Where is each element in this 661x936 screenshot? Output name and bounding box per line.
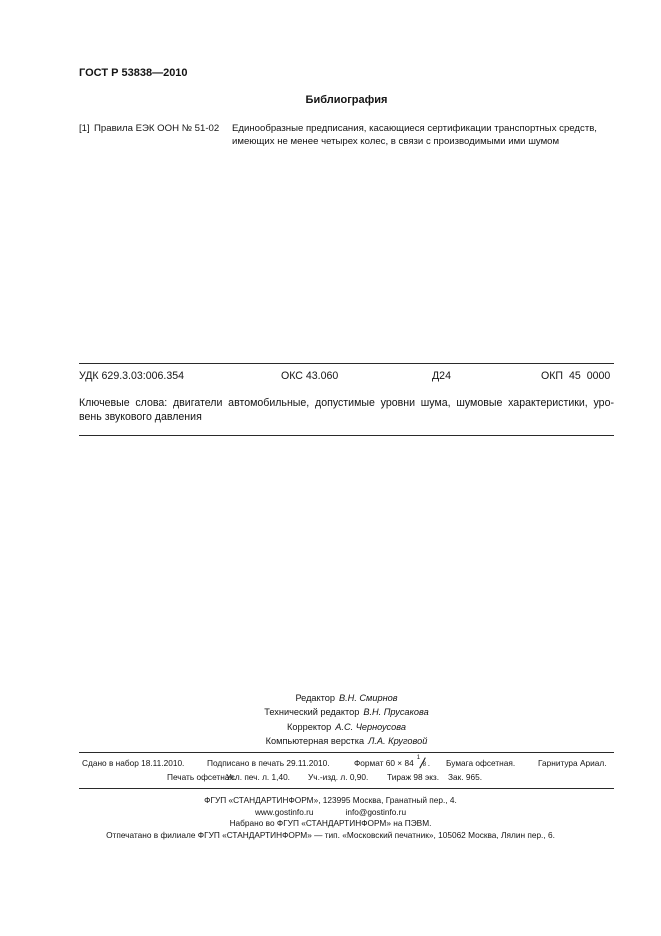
- editor-line: [79, 705, 614, 719]
- bibliography-entry-description-line: Единообразные предписания, касающиеся сертификации транспортных средств,: [232, 123, 597, 134]
- imprint-circulation: Тираж 98 экз.: [387, 772, 440, 782]
- publisher-typeset-note: Набрано во ФГУП «СТАНДАРТИНФОРМ» на ПЭВМ.: [229, 818, 432, 828]
- group-code: Д24: [432, 370, 451, 382]
- divider-publisher: [79, 788, 614, 789]
- publisher-website: www.gostinfo.ru: [254, 807, 314, 817]
- divider-keywords: [79, 435, 614, 436]
- bibliography-title: Библиография: [305, 94, 388, 106]
- editor-line: [79, 720, 614, 734]
- editor-role: Редактор: [295, 693, 335, 703]
- imprint-typeface: Гарнитура Ариал.: [538, 758, 607, 768]
- bibliography-entry-reference: Правила ЕЭК ООН № 51-02: [94, 123, 220, 134]
- publisher-contacts: [0, 807, 661, 817]
- imprint-paper: Бумага офсетная.: [446, 758, 516, 768]
- divider-top: [79, 363, 614, 364]
- imprint-format-text: Формат 60 × 84: [354, 758, 414, 768]
- editor-line: [79, 734, 614, 748]
- keywords-line: Ключевые слова: двигатели автомобильные, допустимые уровни шума, шумовые характеристики, уро-: [79, 397, 614, 409]
- bibliography-entry-description-line: имеющих не менее четырех колес, в связи с производимыми ими шумом: [232, 136, 560, 147]
- format-fraction-numerator: 1: [416, 755, 421, 761]
- format-fraction: [416, 755, 431, 768]
- editor-role: Технический редактор: [264, 707, 360, 718]
- publisher-email: info@gostinfo.ru: [345, 807, 407, 817]
- bibliography-entry-number: [1]: [79, 123, 90, 134]
- imprint-signed: Подписано в печать 29.11.2010.: [207, 758, 330, 768]
- imprint-submitted: Сдано в набор 18.11.2010.: [82, 758, 185, 768]
- okp-code: ОКП 45 0000: [541, 370, 611, 382]
- imprint-publisher-sheets: Уч.-изд. л. 0,90.: [308, 772, 369, 782]
- editor-role: Корректор: [287, 721, 332, 732]
- udk-code: УДК 629.3.03:006.354: [79, 370, 185, 382]
- imprint-printing: Печать офсетная.: [167, 772, 237, 782]
- keywords-line: вень звукового давления: [79, 411, 202, 423]
- editor-name: Л.А. Круговой: [368, 735, 428, 746]
- editor-line: [79, 691, 614, 705]
- publisher-address: ФГУП «СТАНДАРТИНФОРМ», 123995 Москва, Гранатный пер., 4.: [204, 795, 457, 805]
- oks-code: ОКС 43.060: [281, 370, 339, 382]
- format-fraction-denominator: 8: [422, 762, 427, 768]
- imprint-printed-sheets: Усл. печ. л. 1,40.: [226, 772, 290, 782]
- editors-block: [79, 691, 614, 748]
- editor-name: А.С. Черноусова: [335, 721, 406, 732]
- divider-imprint: [79, 752, 614, 753]
- editor-role: Компьютерная верстка: [265, 735, 365, 746]
- publisher-printed-note: Отпечатано в филиале ФГУП «СТАНДАРТИНФОРМ» — тип. «Московский печатник», 105062 Москва, Лялин пер., 6.: [106, 830, 555, 840]
- imprint-order: Зак. 965.: [448, 772, 483, 782]
- imprint-format: [354, 755, 431, 768]
- imprint-format-tail: .: [427, 758, 431, 768]
- editor-name: В.Н. Прусакова: [363, 707, 429, 718]
- editor-name: В.Н. Смирнов: [339, 693, 398, 703]
- document-number: ГОСТ Р 53838—2010: [79, 67, 188, 79]
